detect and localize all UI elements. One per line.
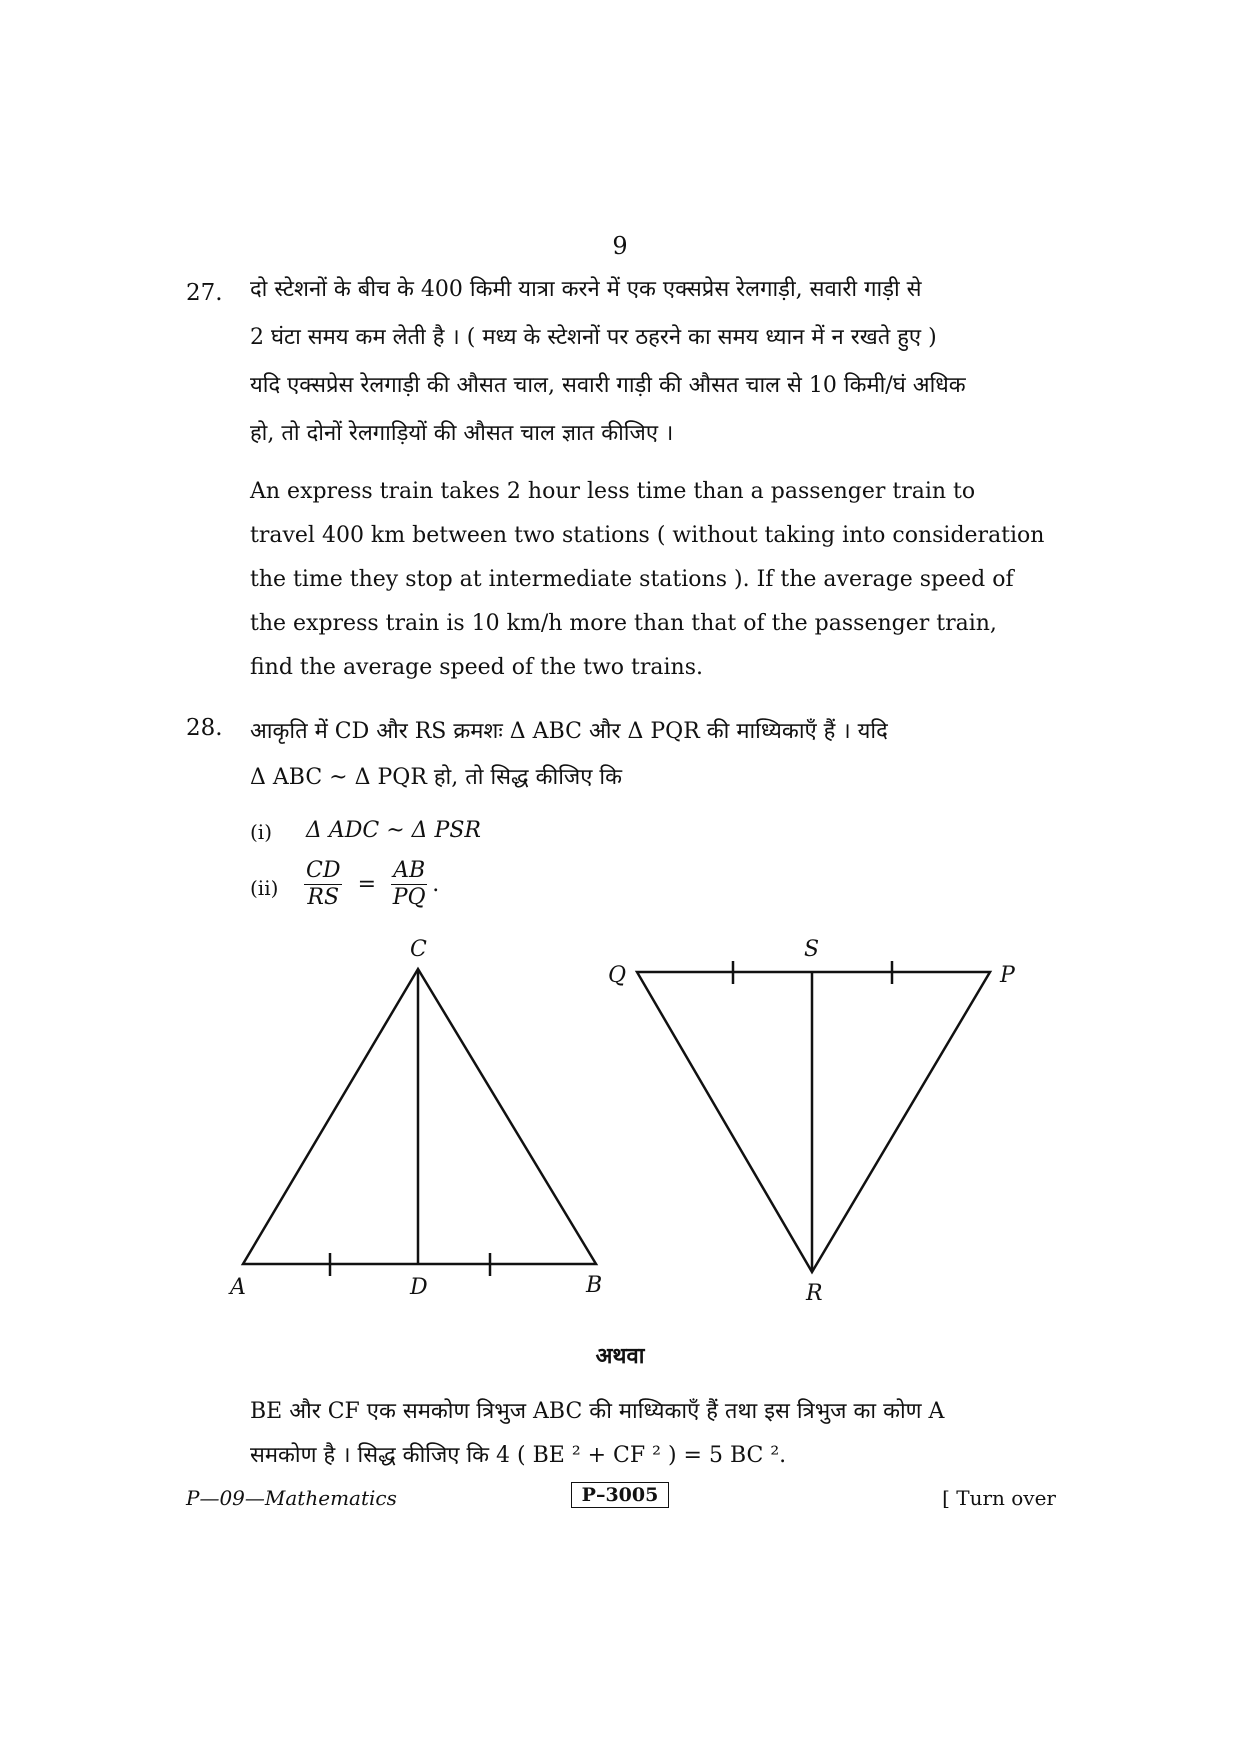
label-d: D: [410, 1275, 428, 1300]
equals-sign: =: [357, 872, 377, 897]
footer-subject: P—09—Mathematics: [186, 1486, 397, 1510]
label-p: P: [1000, 963, 1015, 988]
paper-code: P–3005: [571, 1482, 670, 1508]
triangle-pqr: [637, 972, 990, 1272]
part-i-statement: Δ ADC ~ Δ PSR: [306, 818, 481, 843]
q27-english-line-1: An express train takes 2 hour less time than a passenger train to: [250, 479, 976, 504]
q27-english-line-5: find the average speed of the two trains.: [250, 655, 703, 680]
label-s: S: [804, 937, 820, 962]
label-c: C: [410, 937, 427, 962]
label-q: Q: [608, 963, 627, 988]
question-28-number: 28.: [186, 715, 223, 741]
or-label: अथवा: [595, 1343, 645, 1369]
turn-over: [ Turn over: [942, 1486, 1056, 1510]
q27-hindi-line-1: दो स्टेशनों के बीच के 400 किमी यात्रा करने में एक एक्सप्रेस रेलगाड़ी, सवारी गाड़ी से: [250, 277, 922, 302]
q27-english-line-3: the time they stop at intermediate stations ). If the average speed of: [250, 567, 1014, 592]
q27-hindi-line-3: यदि एक्सप्रेस रेलगाड़ी की औसत चाल, सवारी गाड़ी की औसत चाल से 10 किमी/घं अधिक: [250, 373, 966, 398]
q27-english-line-4: the express train is 10 km/h more than that of the passenger train,: [250, 611, 997, 636]
q27-hindi-line-4: हो, तो दोनों रेलगाड़ियों की औसत चाल ज्ञात कीजिए ।: [250, 421, 674, 446]
q28-hindi-line-2: Δ ABC ~ Δ PQR हो, तो सिद्ध कीजिए कि: [250, 765, 622, 790]
part-i-label: (i): [250, 820, 273, 844]
label-a: A: [230, 1275, 246, 1300]
fraction-numerator: AB: [393, 858, 426, 883]
page-number: 9: [612, 232, 628, 260]
label-b: B: [586, 1273, 603, 1298]
fraction-numerator: CD: [306, 858, 341, 883]
triangle-abc: [243, 969, 596, 1264]
alt-question-line-2: समकोण है । सिद्ध कीजिए कि 4 ( BE ² + CF ² ) = 5 BC ².: [250, 1443, 787, 1468]
label-r: R: [806, 1281, 823, 1306]
part-ii-label: (ii): [250, 876, 279, 900]
question-27-number: 27.: [186, 280, 223, 306]
q27-english-line-2: travel 400 km between two stations ( without taking into consideration: [250, 523, 1045, 548]
fraction-denominator: PQ: [392, 885, 426, 910]
alt-question-line-1: BE और CF एक समकोण त्रिभुज ABC की माध्यिकाएँ हैं तथा इस त्रिभुज का कोण A: [250, 1399, 945, 1424]
q27-hindi-line-2: 2 घंटा समय कम लेती है । ( मध्य के स्टेशनों पर ठहरने का समय ध्यान में न रखते हुए ): [250, 325, 937, 350]
end-dot: .: [432, 872, 440, 897]
fraction-denominator: RS: [307, 885, 340, 910]
q28-hindi-line-1: आकृति में CD और RS क्रमशः Δ ABC और Δ PQR की माध्यिकाएँ हैं । यदि: [250, 719, 888, 744]
